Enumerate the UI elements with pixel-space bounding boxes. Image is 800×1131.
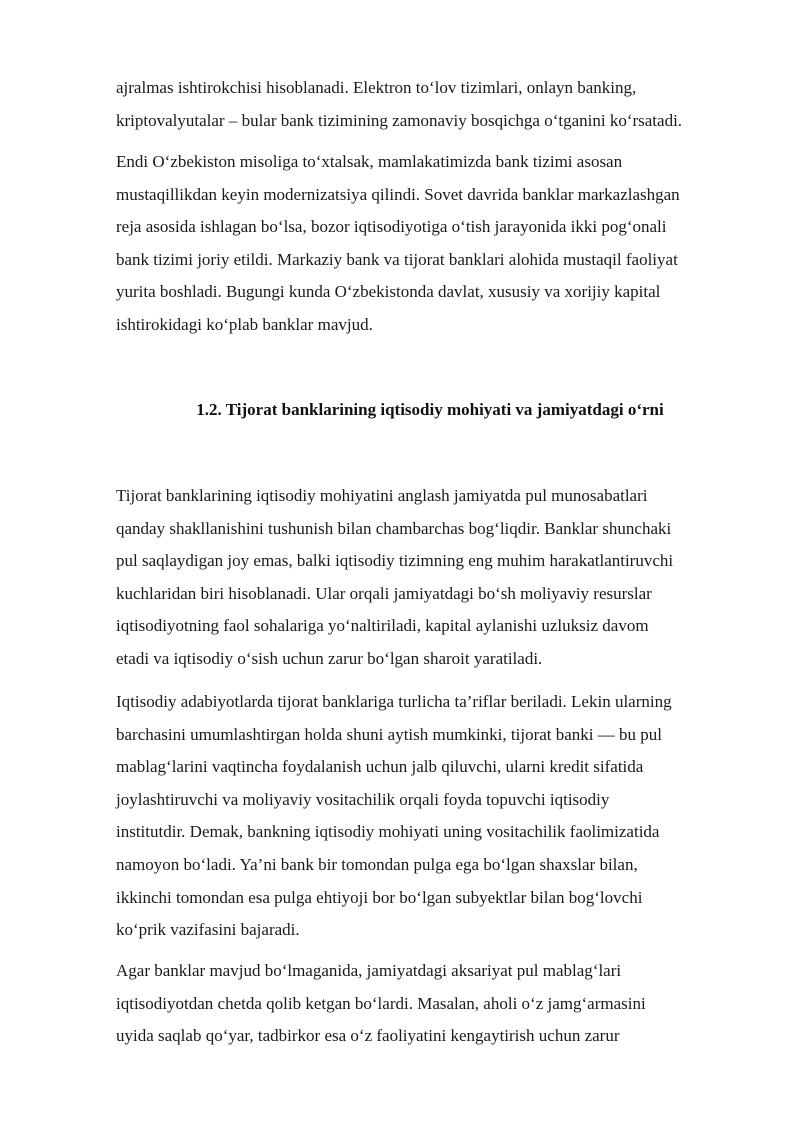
text-line: mablag‘larini vaqtincha foydalanish uchun jalb qiluvchi, ularni kredit sifatida	[116, 757, 644, 777]
text-line: institutdir. Demak, bankning iqtisodiy mohiyati uning vositachilik faolimizatida	[116, 822, 660, 842]
text-line: Tijorat banklarining iqtisodiy mohiyatini anglash jamiyatda pul munosabatlari	[116, 486, 648, 505]
paragraph-uzbekistan-banking	[116, 146, 736, 342]
text-line: Agar banklar mavjud bo‘lmaganida, jamiyatdagi aksariyat pul mablag‘lari	[116, 961, 622, 980]
text-line: reja asosida ishlagan bo‘lsa, bozor iqtisodiyotiga o‘tish jarayonida ikki pog‘onali	[116, 217, 667, 237]
paragraph-definitions	[116, 686, 736, 947]
text-line: namoyon bo‘ladi. Ya’ni bank bir tomondan pulga ega bo‘lgan shaxslar bilan,	[116, 854, 638, 874]
text-line: ishtirokidagi ko‘plab banklar mavjud.	[116, 314, 373, 334]
section-heading-text: 1.2. Tijorat banklarining iqtisodiy mohiyati va jamiyatdagi o‘rni	[196, 400, 664, 419]
text-line: iqtisodiyotdan chetda qolib ketgan bo‘lardi. Masalan, aholi o‘z jamg‘armasini	[116, 993, 646, 1013]
text-line: ko‘prik vazifasini bajaradi.	[116, 920, 300, 940]
text-line: Endi O‘zbekiston misoliga to‘xtalsak, mamlakatimizda bank tizimi asosan	[116, 152, 623, 171]
text-line: ikkinchi tomondan esa pulga ehtiyoji bor bo‘lgan subyektlar bilan bog‘lovchi	[116, 887, 643, 907]
paragraph-without-banks	[116, 955, 736, 1053]
text-line: etadi va iqtisodiy o‘sish uchun zarur bo‘lgan sharoit yaratiladi.	[116, 648, 543, 668]
text-line: pul saqlaydigan joy emas, balki iqtisodiy tizimning eng muhim harakatlantiruvchi	[116, 551, 674, 571]
text-line: bank tizimi joriy etildi. Markaziy bank va tijorat banklari alohida mustaqil faoliyat	[116, 249, 678, 269]
text-line: uyida saqlab qo‘yar, tadbirkor esa o‘z faoliyatini kengaytirish uchun zarur	[116, 1026, 620, 1046]
text-line: qanday shakllanishini tushunish bilan chambarchas bog‘liqdir. Banklar shunchaki	[116, 518, 672, 538]
text-line: ajralmas ishtirokchisi hisoblanadi. Elektron to‘lov tizimlari, onlayn banking,	[116, 78, 637, 97]
paragraph-economic-essence	[116, 480, 736, 676]
text-line: iqtisodiyotning faol sohalariga yo‘naltiriladi, kapital aylanishi uzluksiz davom	[116, 616, 649, 636]
text-line: kriptovalyutalar – bular bank tizimining zamonaviy bosqichga o‘tganini ko‘rsatadi.	[116, 110, 683, 130]
text-line: mustaqillikdan keyin modernizatsiya qilindi. Sovet davrida banklar markazlashgan	[116, 184, 680, 204]
paragraph-intro-continuation	[116, 72, 736, 137]
text-line: joylashtiruvchi va moliyaviy vositachilik orqali foyda topuvchi iqtisodiy	[116, 789, 610, 809]
text-line: kuchlaridan biri hisoblanadi. Ular orqali jamiyatdagi bo‘sh moliyaviy resurslar	[116, 583, 652, 603]
text-line: Iqtisodiy adabiyotlarda tijorat banklariga turlicha ta’riflar beriladi. Lekin ularning	[116, 692, 672, 711]
text-line: yurita boshladi. Bugungi kunda O‘zbekistonda davlat, xususiy va xorijiy kapital	[116, 282, 661, 302]
text-line: barchasini umumlashtirgan holda shuni aytish mumkinki, tijorat banki — bu pul	[116, 724, 662, 744]
section-heading	[0, 398, 800, 422]
